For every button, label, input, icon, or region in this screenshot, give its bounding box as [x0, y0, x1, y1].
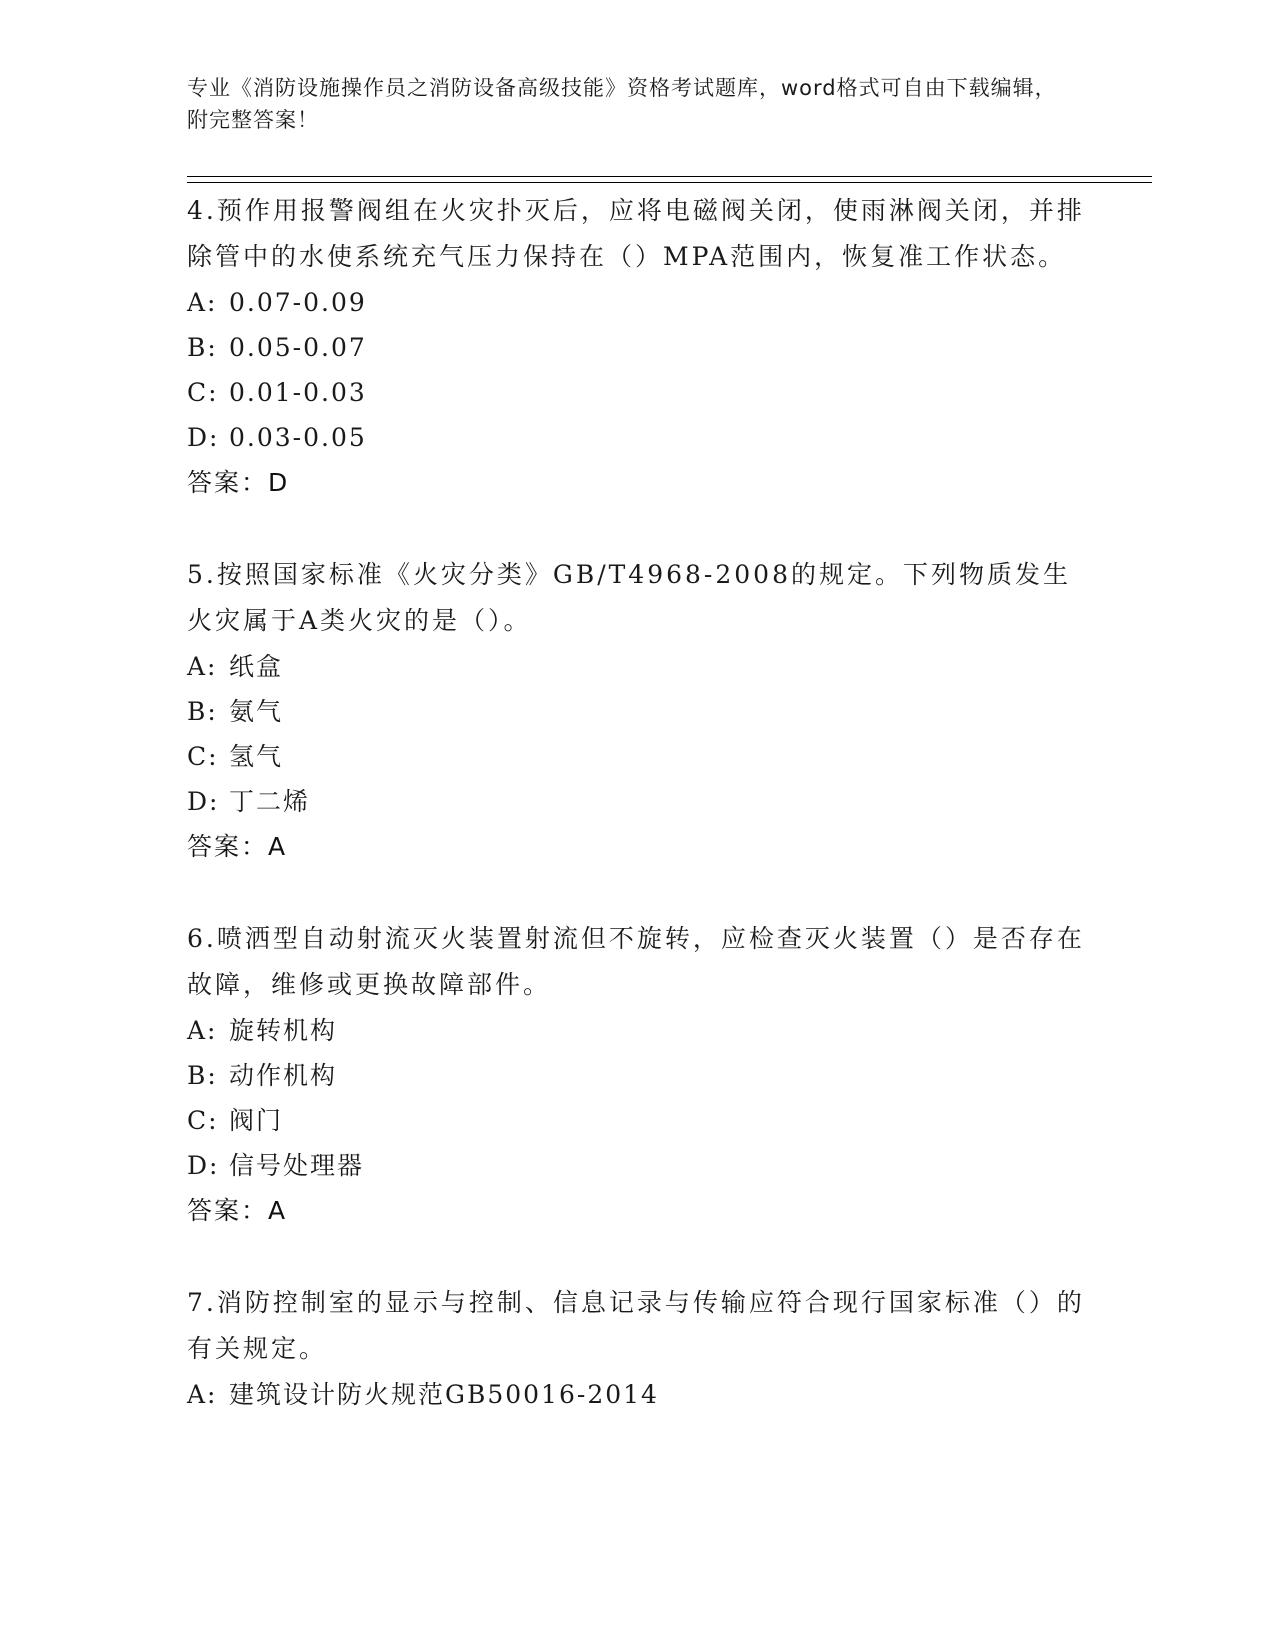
option-key: B:: [187, 333, 218, 362]
question-5: [187, 552, 1087, 870]
option-d: [187, 415, 1087, 460]
question-text: 6.喷洒型自动射流灭火装置射流但不旋转，应检查灭火装置（）是否存在故障，维修或更换故障部件。: [187, 924, 1085, 999]
option-value: 建筑设计防火规范GB50016-2014: [229, 1380, 659, 1409]
option-key: C:: [187, 1106, 219, 1135]
question-list: [187, 188, 1087, 1463]
option-key: A:: [187, 1016, 218, 1045]
option-c: [187, 1098, 1087, 1143]
option-value: 0.07-0.09: [229, 288, 367, 317]
option-value: 阀门: [229, 1106, 284, 1135]
option-c: [187, 370, 1087, 415]
answer-label: 答案：A: [187, 832, 288, 861]
option-key: D:: [187, 787, 220, 816]
option-value: 旋转机构: [229, 1016, 338, 1045]
option-key: D:: [187, 1151, 220, 1180]
option-c: [187, 734, 1087, 779]
document-header: 专业《消防设施操作员之消防设备高级技能》资格考试题库，word格式可自由下载编辑，附完整答案！: [187, 76, 1057, 132]
option-b: [187, 689, 1087, 734]
option-value: 信号处理器: [229, 1151, 365, 1180]
option-key: A:: [187, 288, 218, 317]
option-value: 氨气: [229, 697, 284, 726]
option-b: [187, 1053, 1087, 1098]
question-text: 5.按照国家标准《火灾分类》GB/T4968-2008的规定。下列物质发生火灾属于A类火灾的是（）。: [187, 560, 1071, 635]
option-b: [187, 325, 1087, 370]
option-key: B:: [187, 697, 218, 726]
option-key: C:: [187, 378, 219, 407]
option-a: [187, 280, 1087, 325]
option-key: C:: [187, 742, 219, 771]
option-value: 丁二烯: [229, 787, 311, 816]
option-key: A:: [187, 1380, 218, 1409]
option-key: B:: [187, 1061, 218, 1090]
option-value: 0.05-0.07: [229, 333, 367, 362]
answer-label: 答案：D: [187, 468, 290, 497]
option-a: [187, 1008, 1087, 1053]
option-key: D:: [187, 423, 220, 452]
question-text: 4.预作用报警阀组在火灾扑灭后，应将电磁阀关闭，使雨淋阀关闭，并排除管中的水使系统充气压力保持在（）MPA范围内，恢复准工作状态。: [187, 196, 1085, 271]
option-value: 氢气: [229, 742, 284, 771]
option-d: [187, 1143, 1087, 1188]
option-a: [187, 644, 1087, 689]
question-text: 7.消防控制室的显示与控制、信息记录与传输应符合现行国家标准（）的有关规定。: [187, 1288, 1085, 1363]
question-6: [187, 916, 1087, 1234]
question-7: [187, 1280, 1087, 1417]
header-divider-double: [187, 182, 1152, 183]
option-value: 0.03-0.05: [229, 423, 367, 452]
option-key: A:: [187, 652, 218, 681]
option-value: 纸盒: [229, 652, 284, 681]
question-4: [187, 188, 1087, 506]
answer-label: 答案：A: [187, 1196, 288, 1225]
header-divider: [187, 176, 1152, 177]
option-d: [187, 779, 1087, 824]
option-a: [187, 1372, 1087, 1417]
option-value: 0.01-0.03: [229, 378, 367, 407]
option-value: 动作机构: [229, 1061, 338, 1090]
